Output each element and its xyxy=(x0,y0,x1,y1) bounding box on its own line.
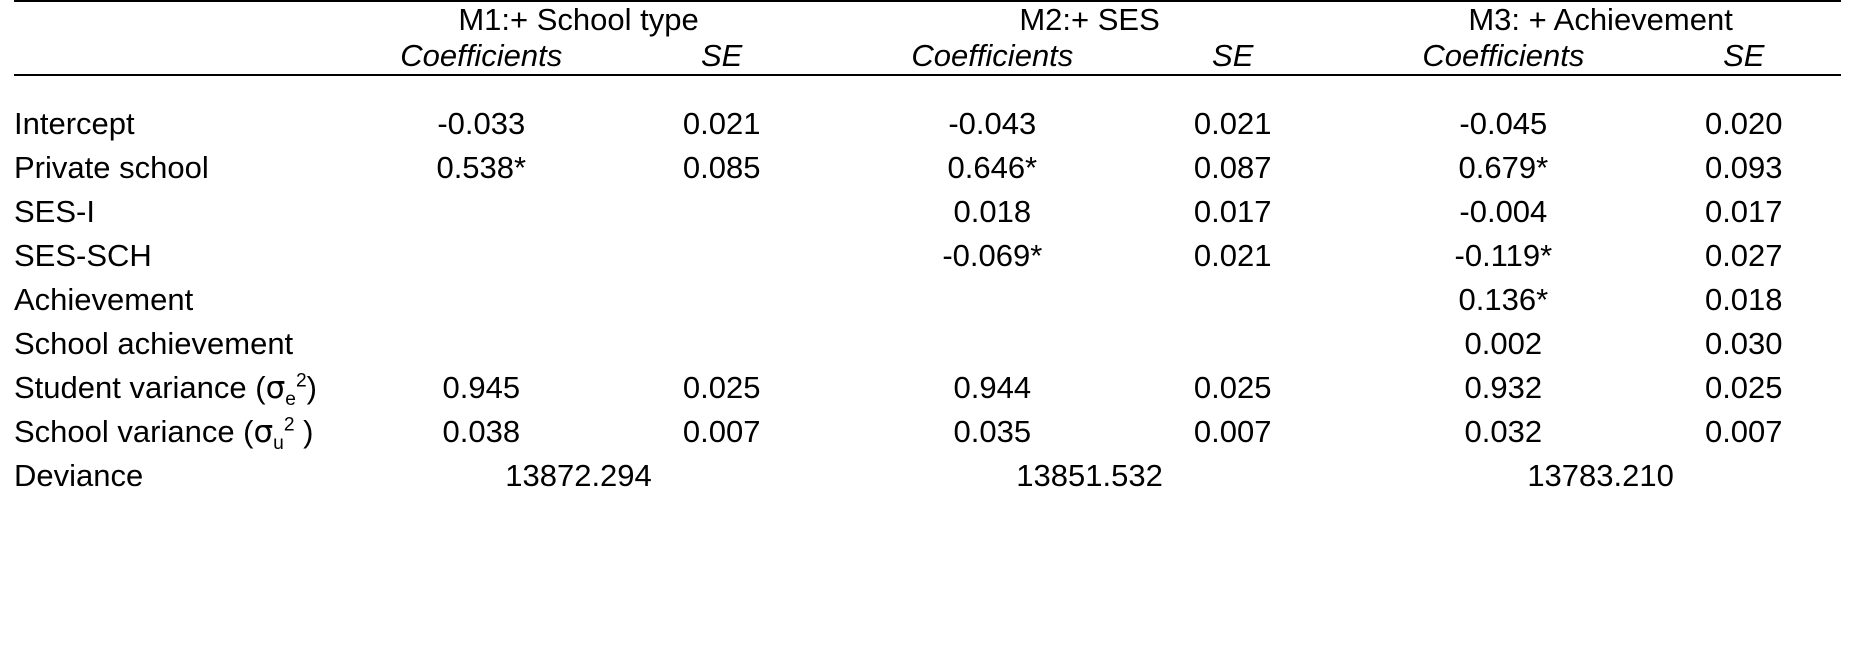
cell-m2-deviance: 13851.532 xyxy=(1016,458,1163,493)
row-gap-1 xyxy=(819,458,849,502)
cell-m3-se: 0.093 xyxy=(1704,150,1783,185)
column-header-row xyxy=(14,38,1841,74)
cell-m2-se: 0.007 xyxy=(1193,414,1272,449)
table-row xyxy=(14,370,1841,414)
row-label: School achievement xyxy=(14,326,294,361)
cell-m2-se: 0.025 xyxy=(1193,370,1272,405)
column-header-m3-se: SE xyxy=(1723,38,1765,73)
row-label: SES-I xyxy=(14,194,95,229)
table-row xyxy=(14,150,1841,194)
cell-m2-coefficient: -0.043 xyxy=(948,106,1037,141)
cell-m3-coefficient: 0.679* xyxy=(1458,150,1549,185)
cell-m1-coefficient xyxy=(338,282,624,326)
cell-m2-coefficient: 0.018 xyxy=(953,194,1032,229)
cell-m1-coefficient xyxy=(338,238,624,282)
cell-m1-se xyxy=(624,194,818,238)
row-gap-1 xyxy=(819,326,849,370)
cell-m1-coefficient: -0.033 xyxy=(437,106,526,141)
row-gap-1 xyxy=(819,238,849,282)
row-gap-1 xyxy=(819,282,849,326)
row-gap-2 xyxy=(1330,150,1360,194)
table-row xyxy=(14,238,1841,282)
group-header-m2: M2:+ SES xyxy=(1019,2,1160,37)
cell-m3-se: 0.020 xyxy=(1704,106,1783,141)
cell-m2-se: 0.087 xyxy=(1193,150,1272,185)
cell-m2-se: 0.017 xyxy=(1193,194,1272,229)
group-header-blank xyxy=(14,1,338,38)
cell-m1-se xyxy=(624,238,818,282)
column-header-m1-se: SE xyxy=(700,38,743,73)
column-header-m2-coefficients: Coefficients xyxy=(911,38,1074,73)
row-label: SES-SCH xyxy=(14,238,152,273)
cell-m1-coefficient xyxy=(338,194,624,238)
group-header-m1: M1:+ School type xyxy=(458,2,699,37)
row-label: Student variance $(\sigma_e^2)$ xyxy=(14,370,317,411)
cell-m1-deviance: 13872.294 xyxy=(505,458,652,493)
cell-m2-coefficient: 0.944 xyxy=(953,370,1032,405)
row-gap-2 xyxy=(1330,458,1360,502)
cell-m1-coefficient: 0.538* xyxy=(436,150,527,185)
cell-m1-coefficient: 0.038 xyxy=(442,414,521,449)
column-header-blank xyxy=(14,38,338,74)
cell-m1-se: 0.025 xyxy=(682,370,761,405)
row-label: Intercept xyxy=(14,106,135,141)
cell-m2-coefficient: 0.035 xyxy=(953,414,1032,449)
row-label: Achievement xyxy=(14,282,194,317)
cell-m3-coefficient: 0.032 xyxy=(1464,414,1543,449)
cell-m1-se xyxy=(624,326,818,370)
table-row xyxy=(14,326,1841,370)
cell-m3-se: 0.030 xyxy=(1704,326,1783,361)
cell-m2-se: 0.021 xyxy=(1193,106,1272,141)
cell-m3-coefficient: 0.136* xyxy=(1458,282,1549,317)
row-gap-1 xyxy=(819,194,849,238)
group-header-row xyxy=(14,1,1841,38)
cell-m1-se xyxy=(624,282,818,326)
cell-m3-se: 0.018 xyxy=(1704,282,1783,317)
row-gap-1 xyxy=(819,370,849,414)
table-row xyxy=(14,282,1841,326)
cell-m2-se xyxy=(1135,326,1329,370)
cell-m3-se: 0.007 xyxy=(1704,414,1783,449)
column-header-m3-coefficients: Coefficients xyxy=(1422,38,1585,73)
header-body-spacer xyxy=(14,75,1841,106)
row-label: Private school xyxy=(14,150,209,185)
cell-m3-se: 0.017 xyxy=(1704,194,1783,229)
group-header-m3: M3: + Achievement xyxy=(1468,2,1733,37)
cell-m3-se: 0.025 xyxy=(1704,370,1783,405)
row-label-deviance: Deviance xyxy=(14,458,144,493)
cell-m2-coefficient: 0.646* xyxy=(947,150,1038,185)
row-gap-2 xyxy=(1330,414,1360,458)
column-gap-2 xyxy=(1330,38,1360,74)
cell-m1-se: 0.021 xyxy=(682,106,761,141)
row-gap-1 xyxy=(819,150,849,194)
row-gap-2 xyxy=(1330,106,1360,150)
column-gap-1 xyxy=(819,38,849,74)
table-row xyxy=(14,194,1841,238)
group-gap-2 xyxy=(1330,1,1360,38)
row-gap-1 xyxy=(819,106,849,150)
group-gap-1 xyxy=(819,1,849,38)
cell-m1-se: 0.007 xyxy=(682,414,761,449)
cell-m3-coefficient: -0.045 xyxy=(1459,106,1548,141)
cell-m3-se: 0.027 xyxy=(1704,238,1783,273)
table-row xyxy=(14,106,1841,150)
cell-m1-coefficient: 0.945 xyxy=(442,370,521,405)
row-gap-1 xyxy=(819,414,849,458)
column-header-m2-se: SE xyxy=(1212,38,1254,73)
row-gap-2 xyxy=(1330,326,1360,370)
cell-m3-coefficient: 0.932 xyxy=(1464,370,1543,405)
cell-m3-deviance: 13783.210 xyxy=(1527,458,1674,493)
cell-m2-se xyxy=(1135,282,1329,326)
cell-m3-coefficient: -0.119* xyxy=(1454,238,1553,273)
cell-m2-coefficient xyxy=(849,282,1135,326)
table-row xyxy=(14,414,1841,458)
row-gap-2 xyxy=(1330,194,1360,238)
row-gap-2 xyxy=(1330,238,1360,282)
cell-m2-coefficient: -0.069* xyxy=(942,238,1043,273)
deviance-row xyxy=(14,458,1841,502)
column-header-m1-coefficients: Coefficients xyxy=(400,38,563,73)
row-label: School variance ($\sigma_u^2$ ) xyxy=(14,414,314,455)
row-gap-2 xyxy=(1330,282,1360,326)
model-comparison-table xyxy=(14,0,1841,502)
cell-m2-se: 0.021 xyxy=(1193,238,1272,273)
cell-m3-coefficient: 0.002 xyxy=(1464,326,1543,361)
cell-m1-coefficient xyxy=(338,326,624,370)
row-gap-2 xyxy=(1330,370,1360,414)
cell-m3-coefficient: -0.004 xyxy=(1459,194,1548,229)
cell-m1-se: 0.085 xyxy=(682,150,761,185)
cell-m2-coefficient xyxy=(849,326,1135,370)
